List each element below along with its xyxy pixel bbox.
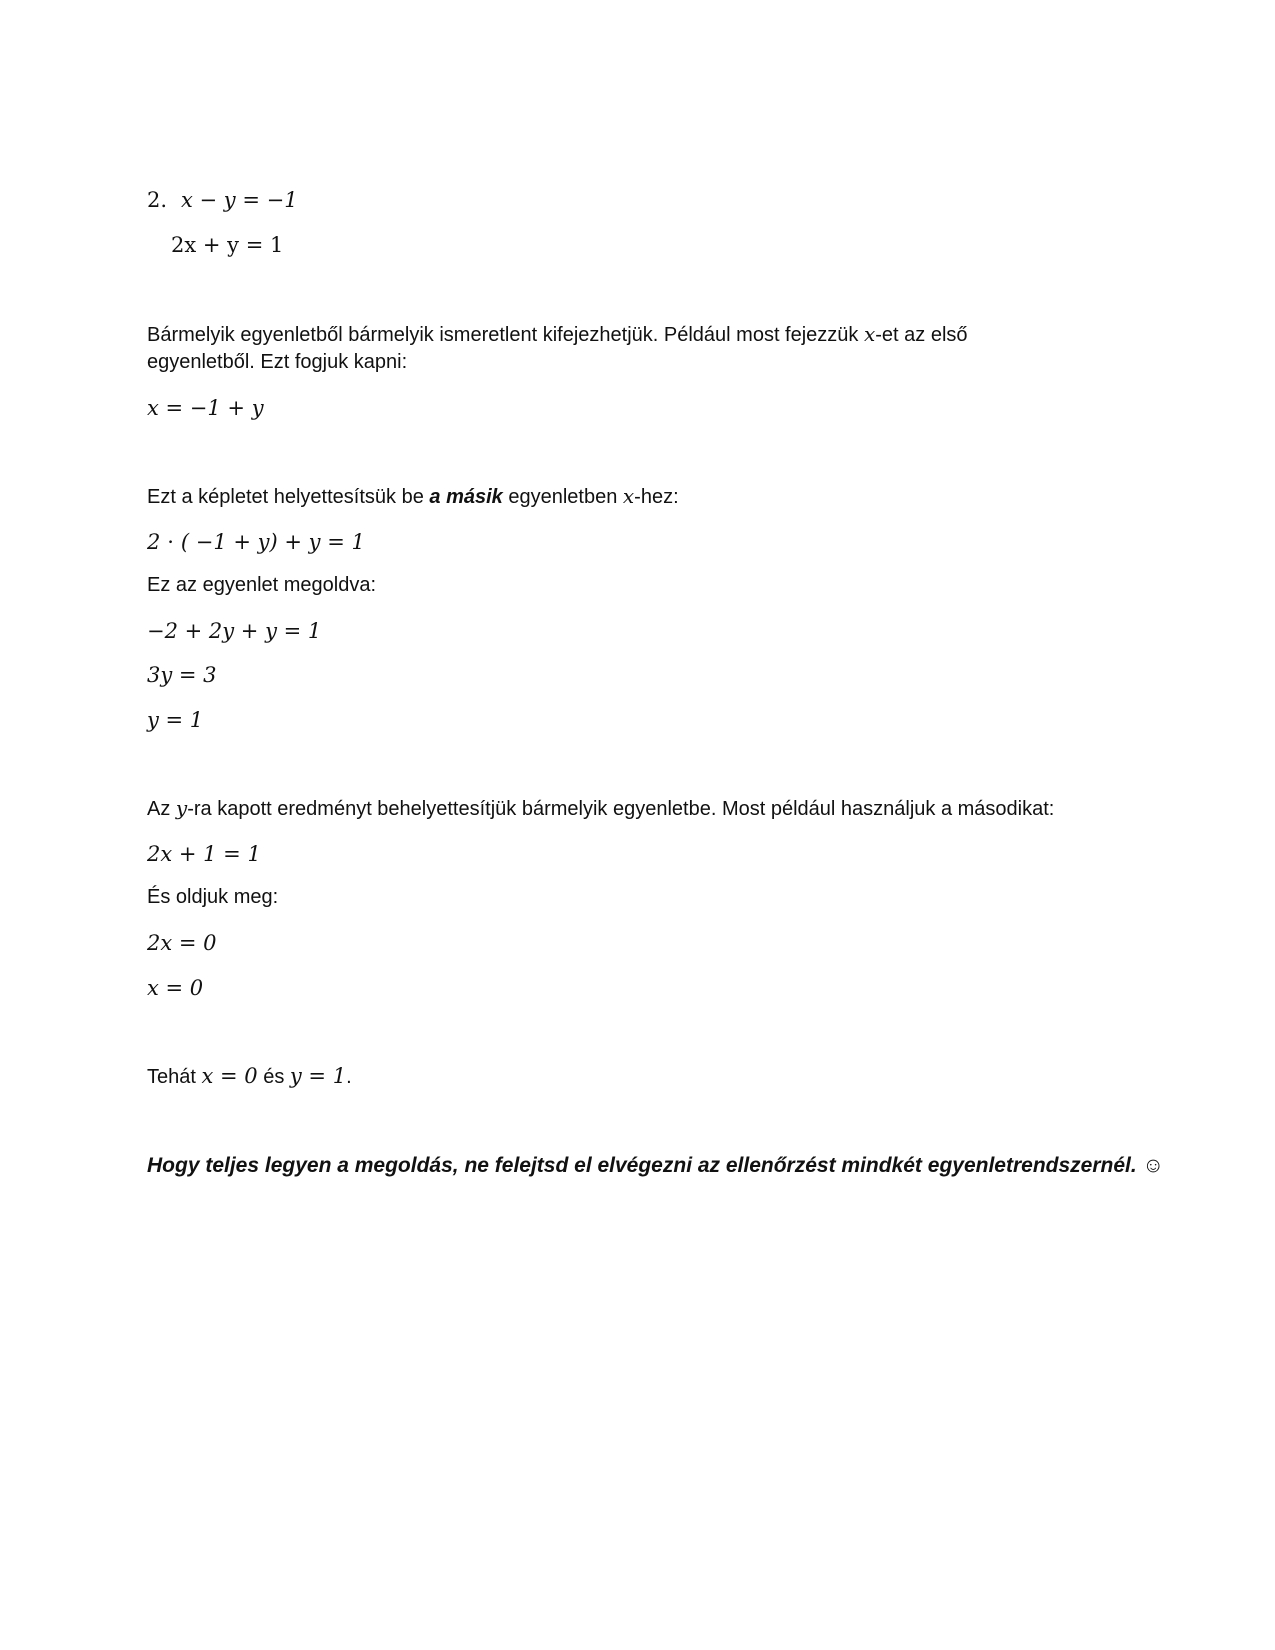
step1-var: x [863, 322, 876, 346]
smiley-icon: ☺ [1142, 1154, 1164, 1177]
step1-paragraph-line1 [147, 320, 968, 349]
step1-text-b: -et az első [875, 324, 968, 346]
problem-eq1-line [147, 186, 298, 214]
step3-formula: 2x + 1 = 1 [147, 842, 261, 866]
conclusion-y-value: y = 1 [289, 1064, 347, 1088]
conclusion-line [147, 1062, 352, 1091]
final-note [147, 1152, 1164, 1180]
conclusion-prefix: Tehát [147, 1066, 202, 1088]
step2-text-a: Ezt a képletet helyettesítsük be [147, 486, 430, 508]
step2-emphasis: a másik [429, 486, 503, 508]
step2-var: x [622, 484, 635, 508]
equation-2: 2x + y = 1 [171, 233, 284, 257]
step2-solve-3: y = 1 [147, 708, 204, 732]
equation-1: x − y = −1 [181, 188, 298, 212]
step1-formula: x = −1 + y [147, 396, 264, 420]
problem-number: 2. [147, 188, 168, 212]
step2-text-c: -hez: [634, 486, 679, 508]
final-note-text: Hogy teljes legyen a megoldás, ne felejtsd el elvégezni az ellenőrzést mindkét egyenletrendszernél. [147, 1154, 1137, 1177]
step2-formula: 2 ⋅ ( −1 + y) + y = 1 [147, 530, 365, 554]
conclusion-mid: és [257, 1066, 290, 1088]
step2-solve-label: Ez az egyenlet megoldva: [147, 574, 377, 596]
step3-var: y [175, 796, 188, 820]
conclusion-suffix: . [346, 1066, 352, 1088]
step2-text-b: egyenletben [502, 486, 623, 508]
step3-solve-2: x = 0 [147, 976, 204, 1000]
step3-text-a: Az [147, 798, 176, 820]
step3-paragraph [147, 794, 1054, 823]
step2-solve-1: −2 + 2y + y = 1 [147, 619, 322, 643]
step1-paragraph-line2: egyenletből. Ezt fogjuk kapni: [147, 351, 408, 373]
step1-text-a: Bármelyik egyenletből bármelyik ismeretlent kifejezhetjük. Például most fejezzük [147, 324, 864, 346]
step3-solve-1: 2x = 0 [147, 931, 217, 955]
step2-solve-2: 3y = 3 [147, 663, 217, 687]
step2-paragraph [147, 482, 679, 511]
step3-solve-label: És oldjuk meg: [147, 886, 279, 908]
step3-text-b: -ra kapott eredményt behelyettesítjük bármelyik egyenletbe. Most például használjuk a másodikat: [187, 798, 1055, 820]
conclusion-x-value: x = 0 [201, 1064, 258, 1088]
